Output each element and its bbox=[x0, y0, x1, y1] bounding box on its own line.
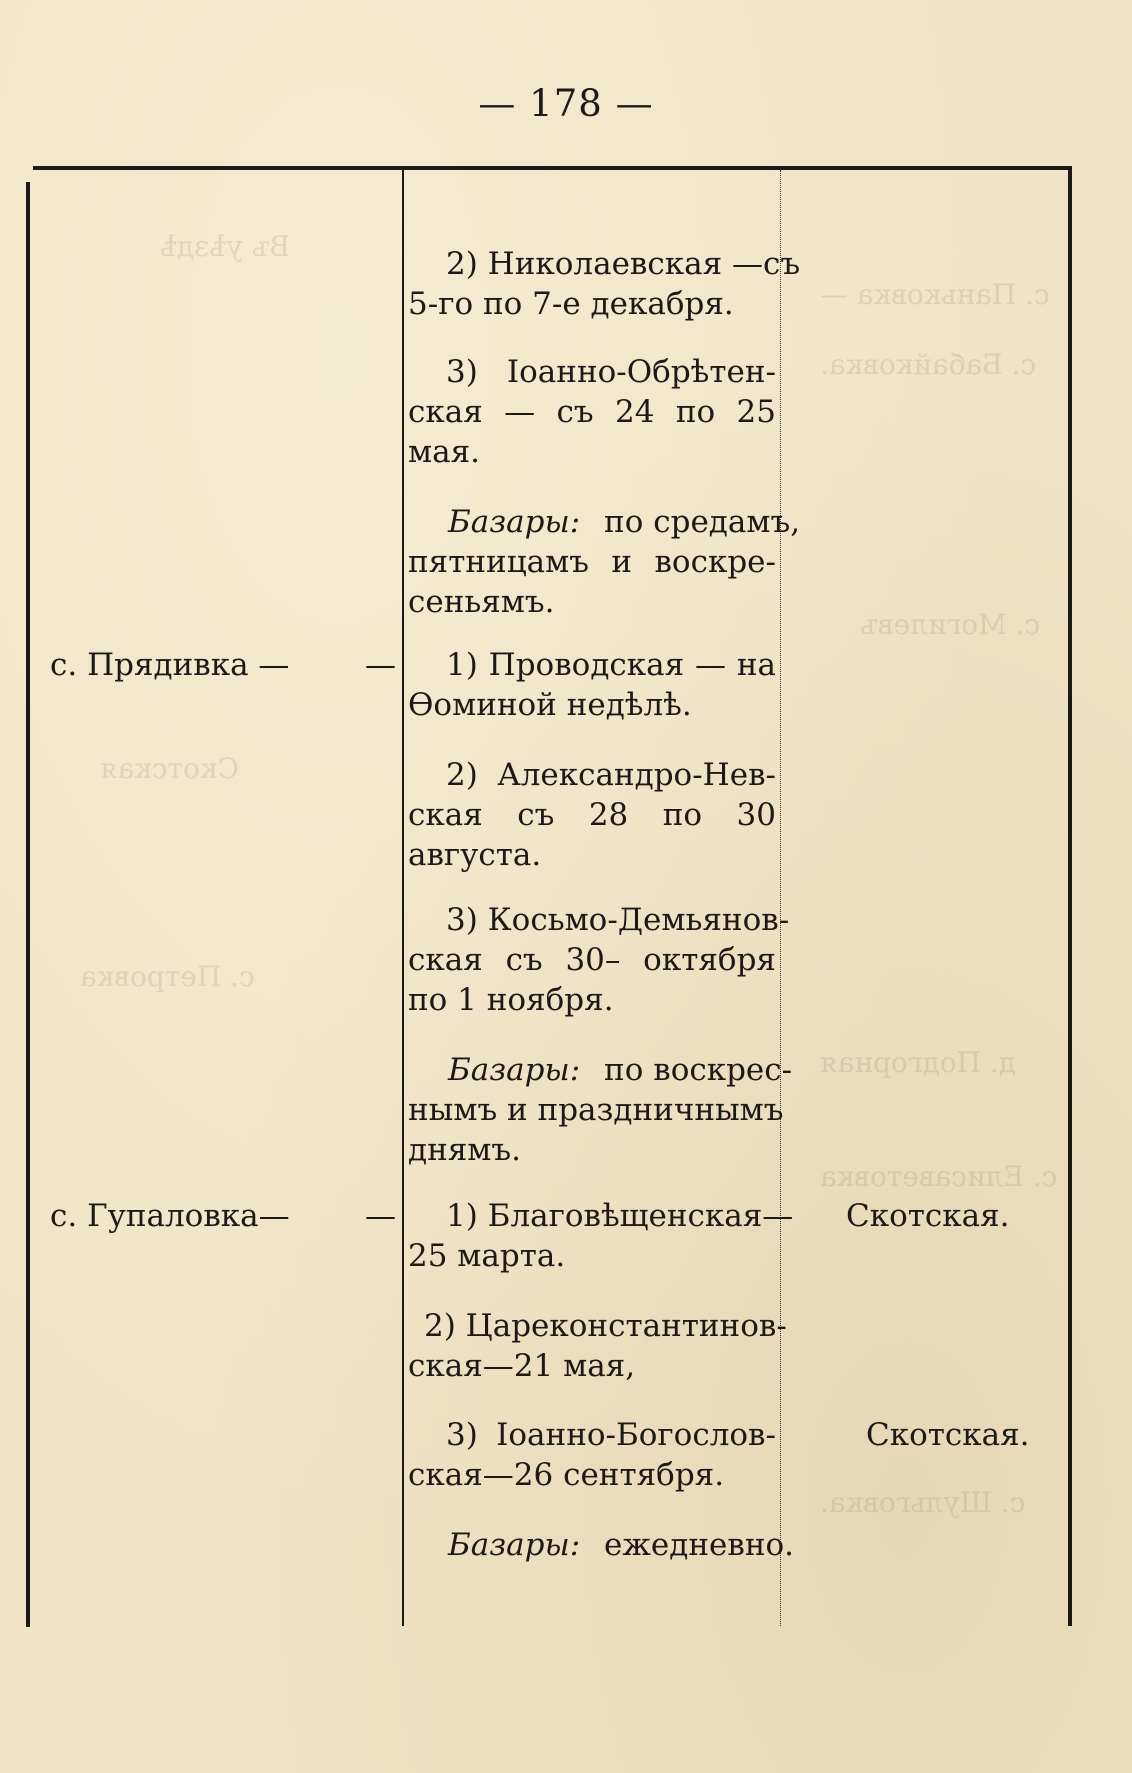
entry-line: ская съ 28 по 30 bbox=[408, 797, 776, 833]
entry-line: 1) Проводская — на bbox=[446, 647, 776, 683]
entry-line: ежедневно. bbox=[594, 1527, 794, 1563]
entry-line: по 1 ноября. bbox=[408, 982, 614, 1018]
fair-entry bbox=[408, 244, 801, 324]
entry-line: ская—26 сентября. bbox=[408, 1457, 725, 1493]
entry-line: Ѳоминой недѣлѣ. bbox=[408, 687, 692, 723]
ghost-line: Въ уѣздѣ bbox=[160, 230, 291, 263]
entry-line: 25 марта. bbox=[408, 1238, 566, 1274]
fair-entry bbox=[408, 352, 776, 472]
table-top-rule bbox=[33, 166, 1072, 170]
fair-entry bbox=[408, 755, 776, 875]
fair-entry bbox=[408, 645, 776, 725]
page-number: — 178 — bbox=[478, 82, 654, 125]
entry-line: ская съ 30– октября bbox=[408, 942, 776, 978]
bazaar-entry-continued bbox=[408, 542, 776, 622]
entry-line: днямъ. bbox=[408, 1132, 521, 1168]
ghost-line: с. Елисаветовка bbox=[820, 1160, 1058, 1193]
fair-entry bbox=[408, 1415, 776, 1495]
entry-line: мая. bbox=[408, 434, 481, 470]
entry-line: 5-го по 7-е декабря. bbox=[408, 286, 734, 322]
ghost-line: с. Шульговка. bbox=[820, 1486, 1026, 1519]
row-dash: — bbox=[365, 647, 396, 683]
entry-line: августа. bbox=[408, 837, 542, 873]
village-name: с. Гупаловка— bbox=[50, 1198, 290, 1234]
bazaar-label: Базары: bbox=[448, 1052, 581, 1088]
table-left-rule bbox=[26, 182, 30, 1627]
table-right-rule bbox=[1068, 168, 1072, 1626]
entry-line: ская—21 мая, bbox=[408, 1348, 636, 1384]
entry-line: 3) Косьмо-Демьянов- bbox=[446, 902, 790, 938]
column-rule-dotted bbox=[780, 170, 781, 1626]
ghost-line: д. Подгорная bbox=[820, 1046, 1017, 1079]
bazaar-entry-continued bbox=[408, 1090, 784, 1170]
ghost-line: с. Бабайковка. bbox=[820, 348, 1037, 381]
entry-line: 2) Цареконстантинов- bbox=[424, 1308, 787, 1344]
market-type: Скотская. bbox=[846, 1198, 1010, 1234]
entry-line: сеньямъ. bbox=[408, 584, 555, 620]
entry-line: ская — съ 24 по 25 bbox=[408, 394, 776, 430]
entry-line: 2) Александро-Нев- bbox=[446, 757, 776, 793]
bazaar-entry bbox=[448, 1525, 794, 1565]
entry-line: 1) Благовѣщенская— bbox=[446, 1198, 794, 1234]
row-dash: — bbox=[365, 1198, 396, 1234]
bazaar-label: Базары: bbox=[448, 1527, 581, 1563]
entry-line: нымъ и праздничнымъ bbox=[408, 1092, 784, 1128]
entry-line: 3) Іоанно-Богослов- bbox=[446, 1417, 776, 1453]
entry-line: пятницамъ и воскре- bbox=[408, 544, 776, 580]
column-rule-middle bbox=[402, 170, 404, 1626]
village-name: с. Прядивка — bbox=[50, 647, 290, 683]
fair-entry bbox=[408, 1196, 794, 1276]
entry-line: 3) Іоанно-Обрѣтен- bbox=[446, 354, 776, 390]
ghost-line: с. Паньковка — bbox=[820, 278, 1050, 311]
bazaar-label: Базары: bbox=[448, 504, 581, 540]
ghost-line: с. Петровка bbox=[80, 960, 255, 993]
bazaar-entry bbox=[448, 1050, 792, 1090]
fair-entry bbox=[408, 1306, 787, 1386]
ghost-line: с. Могилевъ bbox=[860, 608, 1041, 641]
entry-line: по средамъ, bbox=[594, 504, 801, 540]
ghost-line: Скотская bbox=[100, 752, 239, 785]
entry-line: по воскрес- bbox=[594, 1052, 793, 1088]
bazaar-entry bbox=[448, 502, 800, 542]
market-type: Скотская. bbox=[866, 1417, 1030, 1453]
entry-line: 2) Николаевская —съ bbox=[446, 246, 801, 282]
fair-entry bbox=[408, 900, 790, 1020]
